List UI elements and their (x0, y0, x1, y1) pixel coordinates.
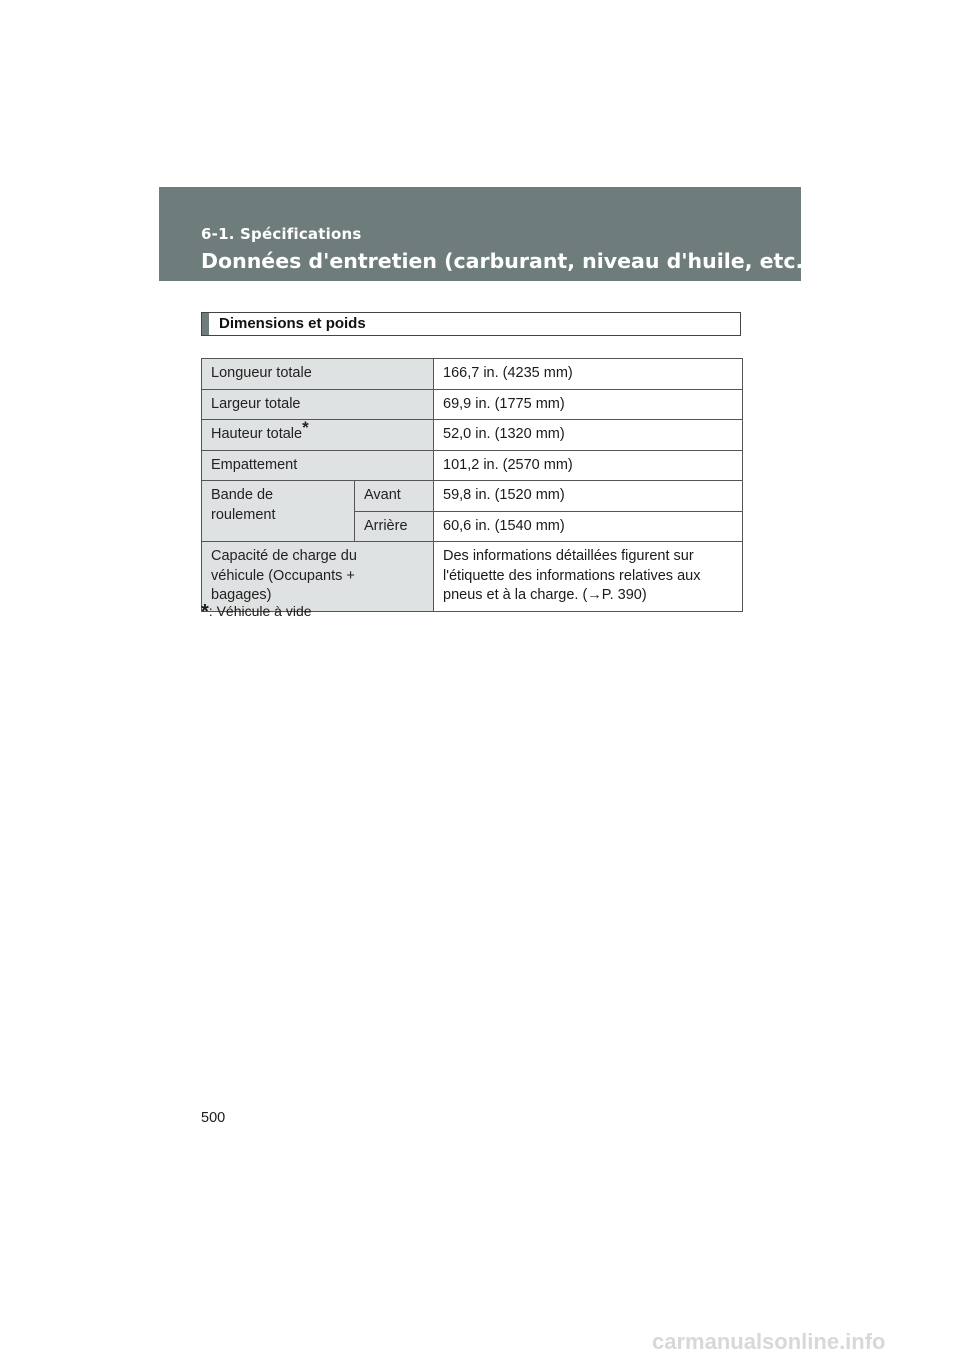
table-row (202, 389, 743, 420)
row-value-text: Des informations détaillées figurent sur l'étiquette des informations relatives aux pneus et à la charge. ( (443, 548, 701, 603)
arrow-icon: → (587, 587, 602, 603)
table-row (202, 481, 743, 512)
row-value: 69,9 in. (1775 mm) (434, 389, 743, 420)
footnote-text: : Véhicule à vide (208, 603, 312, 619)
footnote-marker: * (201, 601, 209, 623)
page-title: Données d'entretien (carburant, niveau d'huile, etc.) (201, 249, 813, 273)
footnote-marker: * (302, 418, 309, 437)
footnote (201, 601, 312, 624)
row-label: Largeur totale (202, 389, 434, 420)
row-label (202, 481, 355, 542)
row-value (434, 542, 743, 612)
row-value: 101,2 in. (2570 mm) (434, 450, 743, 481)
row-value: 166,7 in. (4235 mm) (434, 359, 743, 390)
row-label-text: Bande de roulement (211, 487, 276, 523)
sub-label: Arrière (355, 511, 434, 542)
dimensions-table (201, 358, 743, 612)
watermark: carmanualsonline.info (652, 1329, 886, 1354)
row-value: 52,0 in. (1320 mm) (434, 420, 743, 451)
row-value: 59,8 in. (1520 mm) (434, 481, 743, 512)
page-reference[interactable]: P. 390) (601, 587, 647, 603)
table-row (202, 420, 743, 451)
row-label: Longueur totale (202, 359, 434, 390)
row-value: 60,6 in. (1540 mm) (434, 511, 743, 542)
table-row (202, 450, 743, 481)
sub-label: Avant (355, 481, 434, 512)
subsection-title: Dimensions et poids (219, 315, 366, 332)
row-label: Empattement (202, 450, 434, 481)
chapter-header (159, 187, 813, 281)
row-label-text: Capacité de charge du véhicule (Occupants + bagages) (211, 548, 357, 603)
row-label (202, 420, 434, 451)
subsection-heading (201, 312, 741, 336)
page-number: 500 (201, 1110, 226, 1126)
table-row (202, 359, 743, 390)
section-label: 6-1. Spécifications (201, 225, 362, 243)
subsection-marker (202, 313, 209, 335)
row-label-text: Hauteur totale (211, 426, 303, 442)
